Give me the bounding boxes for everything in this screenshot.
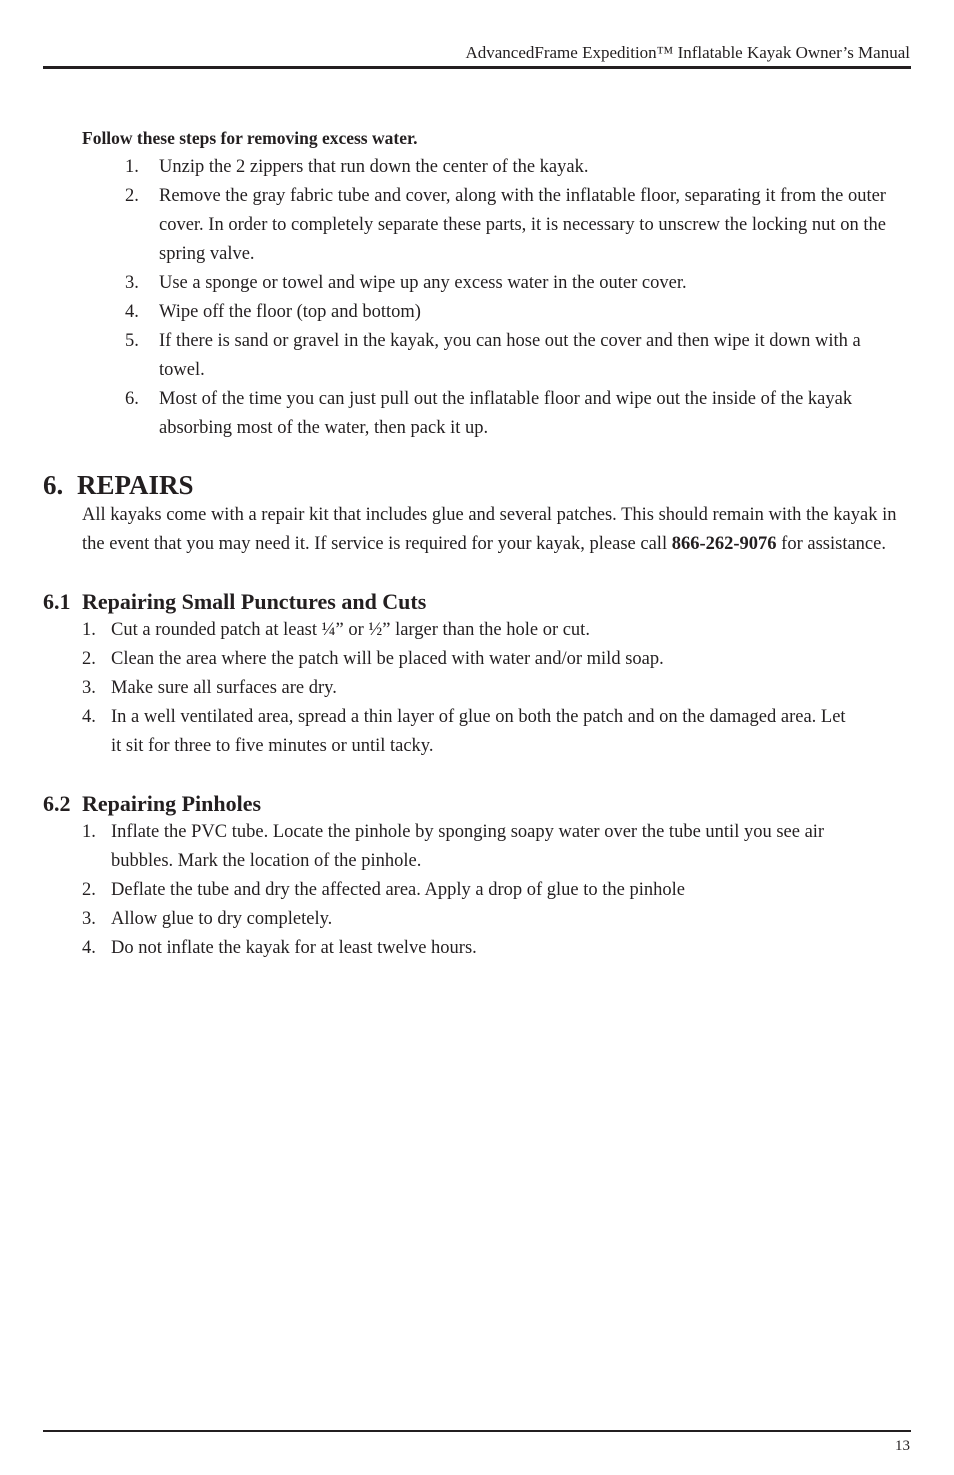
list-item-number: 4. bbox=[82, 938, 96, 958]
list-item bbox=[82, 905, 851, 934]
list-item-text: Clean the area where the patch will be placed with water and/or mild soap. bbox=[111, 649, 664, 669]
list-item-text: Deflate the tube and dry the affected area. Apply a drop of glue to the pinhole bbox=[111, 880, 685, 900]
repairs-text: All kayaks come with a repair kit that includes glue and several patches. This should remain with the kayak in the event that you may need it. If service is required for your kayak, please call bbox=[82, 505, 897, 554]
subsection-heading-pinholes bbox=[43, 789, 954, 818]
list-item-number: 3. bbox=[82, 909, 96, 929]
section-number: 6. bbox=[43, 470, 64, 500]
list-item-text: Use a sponge or towel and wipe up any excess water in the outer cover. bbox=[159, 273, 687, 293]
section-title: REPAIRS bbox=[77, 470, 194, 500]
list-item bbox=[82, 934, 851, 963]
list-item-text: Allow glue to dry completely. bbox=[111, 909, 333, 929]
list-item bbox=[82, 818, 851, 876]
footer-rule bbox=[43, 1430, 911, 1432]
list-item-number: 6. bbox=[125, 389, 139, 409]
list-item bbox=[125, 385, 904, 443]
section-heading-repairs bbox=[43, 469, 954, 501]
list-item bbox=[125, 327, 904, 385]
list-item-text: Most of the time you can just pull out the inflatable floor and wipe out the inside of the kayak absorbing most of the water, then pack it up. bbox=[159, 389, 853, 438]
subsection-number: 6.2 bbox=[43, 791, 71, 816]
service-phone-number: 866-262-9076 bbox=[671, 534, 777, 554]
subsection-number: 6.1 bbox=[43, 589, 71, 614]
water-removal-steps bbox=[0, 153, 954, 443]
list-item-number: 2. bbox=[125, 186, 139, 206]
list-item-number: 1. bbox=[125, 157, 139, 177]
list-item-number: 4. bbox=[82, 707, 96, 727]
list-item-number: 1. bbox=[82, 620, 96, 640]
subsection-title: Repairing Pinholes bbox=[82, 791, 262, 816]
list-item-text: Make sure all surfaces are dry. bbox=[111, 678, 337, 698]
list-item-number: 3. bbox=[125, 273, 139, 293]
list-item bbox=[82, 876, 851, 905]
list-item-text: In a well ventilated area, spread a thin layer of glue on both the patch and on the damaged area. Let it sit for three to five minutes or until tacky. bbox=[111, 707, 846, 756]
list-item-number: 2. bbox=[82, 649, 96, 669]
list-item-text: Unzip the 2 zippers that run down the center of the kayak. bbox=[159, 157, 589, 177]
repairs-text-end: for assistance. bbox=[776, 534, 886, 554]
pinhole-repair-steps bbox=[0, 818, 954, 963]
list-item-text: Wipe off the floor (top and bottom) bbox=[159, 302, 421, 322]
list-item bbox=[125, 153, 904, 182]
list-item bbox=[82, 645, 851, 674]
subsection-heading-punctures bbox=[43, 587, 954, 616]
repairs-paragraph bbox=[82, 501, 914, 559]
puncture-repair-steps bbox=[0, 616, 954, 761]
list-item-text: Do not inflate the kayak for at least twelve hours. bbox=[111, 938, 477, 958]
list-item bbox=[125, 298, 904, 327]
list-item-text: Inflate the PVC tube. Locate the pinhole by sponging soapy water over the tube until you see air bubbles. Mark the location of the pinhole. bbox=[111, 822, 825, 871]
page-number: 13 bbox=[895, 1438, 910, 1454]
header-rule bbox=[43, 66, 911, 69]
list-item-number: 2. bbox=[82, 880, 96, 900]
list-item-number: 1. bbox=[82, 822, 96, 842]
list-item-text: If there is sand or gravel in the kayak, you can hose out the cover and then wipe it down with a towel. bbox=[159, 331, 861, 380]
list-item-number: 5. bbox=[125, 331, 139, 351]
list-item bbox=[82, 616, 851, 645]
water-removal-intro: Follow these steps for removing excess water. bbox=[82, 128, 418, 148]
page-content bbox=[0, 124, 954, 963]
list-item-text: Remove the gray fabric tube and cover, along with the inflatable floor, separating it from the outer cover. In order to completely separate these parts, it is necessary to unscrew the locking nut on the spring valve. bbox=[159, 186, 886, 264]
list-item bbox=[82, 703, 851, 761]
list-item bbox=[125, 269, 904, 298]
list-item-text: Cut a rounded patch at least ¼” or ½” larger than the hole or cut. bbox=[111, 620, 590, 640]
running-header: AdvancedFrame Expedition™ Inflatable Kayak Owner’s Manual bbox=[465, 43, 910, 62]
list-item-number: 4. bbox=[125, 302, 139, 322]
list-item bbox=[125, 182, 904, 269]
subsection-title: Repairing Small Punctures and Cuts bbox=[82, 589, 427, 614]
list-item bbox=[82, 674, 851, 703]
list-item-number: 3. bbox=[82, 678, 96, 698]
